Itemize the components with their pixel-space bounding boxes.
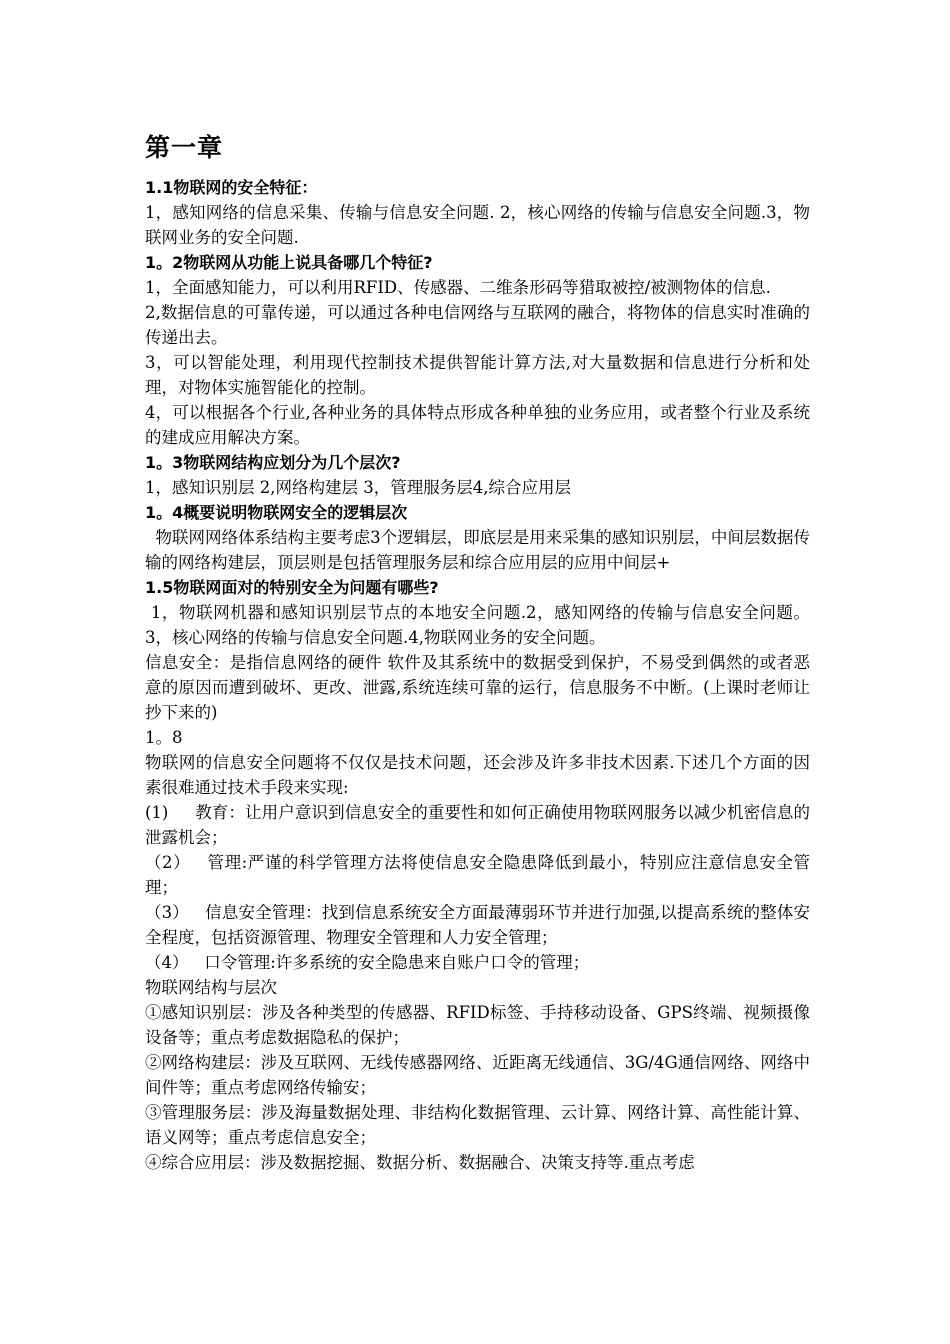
paragraph: ②网络构建层：涉及互联网、无线传感器网络、近距离无线通信、3G/4G通信网络、网络中间件等；重点考虑网络传输安； (145, 1053, 810, 1097)
paragraph: 1，物联网机器和感知识别层节点的本地安全问题.2，感知网络的传输与信息安全问题。3，核心网络的传输与信息安全问题.4,物联网业务的安全问题。 (145, 603, 810, 647)
paragraph: 信息安全：是指信息网络的硬件 软件及其系统中的数据受到保护，不易受到偶然的或者恶意的原因而遭到破坏、更改、泄露,系统连续可靠的运行，信息服务不中断。(上课时老师让抄下来的) (145, 653, 810, 722)
section-heading: 1。4概要说明物联网安全的逻辑层次 (145, 503, 408, 522)
section-heading: 1。3物联网结构应划分为几个层次? (145, 453, 401, 472)
paragraph: 物联网结构与层次 (145, 978, 277, 997)
paragraph: 物联网网络体系结构主要考虑3个逻辑层，即底层是用来采集的感知识别层，中间层数据传输的网络构建层，顶层则是包括管理服务层和综合应用层的应用中间层+ (145, 528, 810, 572)
paragraph: 4，可以根据各个行业,各种业务的具体特点形成各种单独的业务应用，或者整个行业及系统的建成应用解决方案。 (145, 403, 810, 447)
section-heading: 1.1物联网的安全特征： (145, 178, 318, 197)
paragraph: 1。8 (145, 728, 183, 747)
paragraph: 3，可以智能处理，利用现代控制技术提供智能计算方法,对大量数据和信息进行分析和处理，对物体实施智能化的控制。 (145, 353, 810, 397)
paragraph: ④综合应用层：涉及数据挖掘、数据分析、数据融合、决策支持等.重点考虑 (145, 1153, 695, 1172)
section-heading: 1。2物联网从功能上说具备哪几个特征? (145, 253, 433, 272)
paragraph: (1) 教育：让用户意识到信息安全的重要性和如何正确使用物联网服务以减少机密信息的泄露机会； (145, 803, 810, 847)
paragraph: 2,数据信息的可靠传递，可以通过各种电信网络与互联网的融合，将物体的信息实时准确的传递出去。 (145, 303, 810, 347)
paragraph: ③管理服务层：涉及海量数据处理、非结构化数据管理、云计算、网络计算、高性能计算、语义网等；重点考虑信息安全； (145, 1103, 810, 1147)
paragraph: 物联网的信息安全问题将不仅仅是技术问题，还会涉及许多非技术因素.下述几个方面的因素很难通过技术手段来实现: (145, 753, 810, 797)
document-page (145, 128, 810, 1175)
paragraph: 1，感知识别层 2,网络构建层 3，管理服务层4,综合应用层 (145, 478, 571, 497)
paragraph: 1，全面感知能力，可以利用RFID、传感器、二维条形码等猎取被控/被测物体的信息. (145, 278, 771, 297)
paragraph: （2） 管理:严谨的科学管理方法将使信息安全隐患降低到最小，特别应注意信息安全管理； (145, 853, 810, 897)
paragraph: ①感知识别层：涉及各种类型的传感器、RFID标签、手持移动设备、GPS终端、视频摄像设备等；重点考虑数据隐私的保护； (145, 1003, 810, 1047)
paragraph: （4） 口令管理:许多系统的安全隐患来自账户口令的管理； (145, 953, 590, 972)
chapter-title: 第一章 (145, 133, 224, 162)
document-body (145, 175, 810, 1175)
paragraph: 1，感知网络的信息采集、传输与信息安全问题. 2，核心网络的传输与信息安全问题.3，物联网业务的安全问题. (145, 203, 810, 247)
section-heading: 1.5物联网面对的特别安全为问题有哪些? (145, 578, 439, 597)
paragraph: （3） 信息安全管理：找到信息系统安全方面最薄弱环节并进行加强,以提高系统的整体安全程度，包括资源管理、物理安全管理和人力安全管理； (145, 903, 810, 947)
